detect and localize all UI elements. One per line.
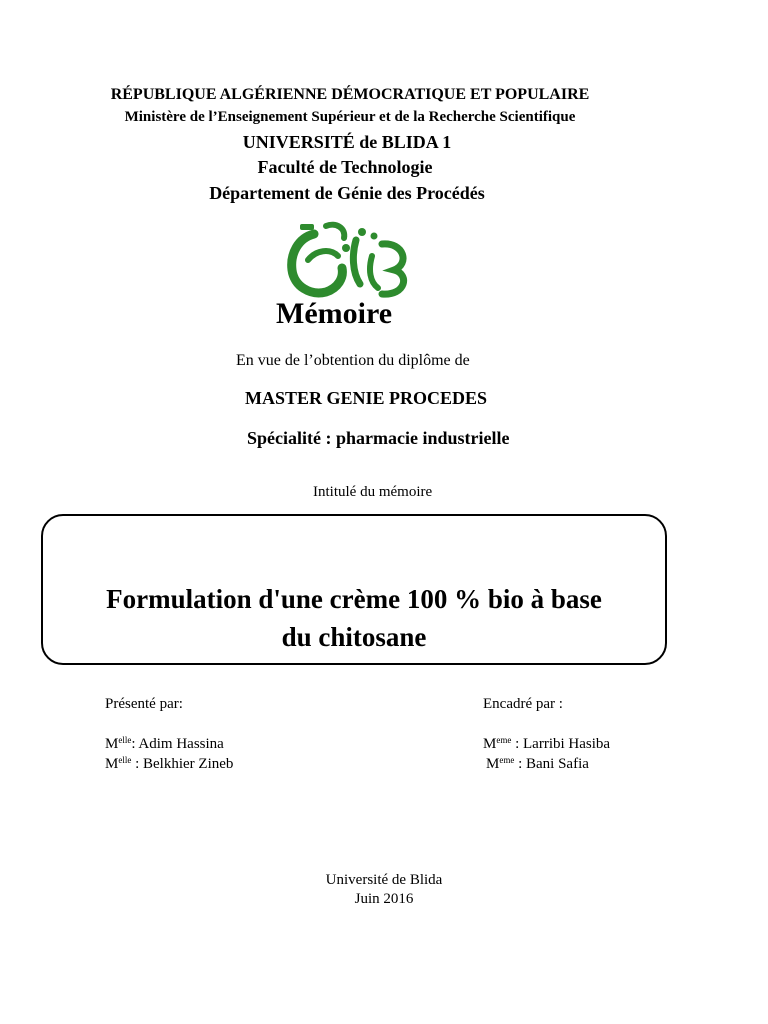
supervisor-1 (483, 735, 610, 753)
presenter-1-title: M (105, 736, 119, 752)
presenter-1 (105, 735, 224, 753)
thesis-title-line-2: du chitosane (281, 622, 427, 652)
presenter-2-title-sup: elle (118, 755, 132, 765)
presented-by-label: Présenté par: (105, 696, 183, 712)
supervisor-1-title: M (483, 736, 497, 752)
memoire-title: Mémoire (276, 297, 393, 330)
supervisor-2 (486, 755, 589, 773)
republic-heading: RÉPUBLIQUE ALGÉRIENNE DÉMOCRATIQUE ET POPULAIRE (110, 86, 590, 103)
presenter-2-name: : Belkhier Zineb (131, 756, 234, 772)
supervisor-2-title: M (486, 756, 500, 772)
presenter-1-name: : Adim Hassina (131, 736, 224, 752)
presenter-2-title: M (105, 756, 119, 772)
footer-university: Université de Blida (325, 872, 443, 888)
speciality: Spécialité : pharmacie industrielle (247, 428, 510, 448)
degree-purpose: En vue de l’obtention du diplôme de (236, 352, 470, 369)
supervised-by-label: Encadré par : (483, 696, 563, 712)
memoire-intitule-label: Intitulé du mémoire (313, 484, 433, 500)
faculty-heading: Faculté de Technologie (257, 157, 433, 177)
supervisor-1-name: : Larribi Hasiba (511, 736, 611, 752)
university-heading: UNIVERSITÉ de BLIDA 1 (242, 132, 452, 152)
presenter-2 (105, 755, 233, 773)
supervisor-2-name: : Bani Safia (514, 756, 589, 772)
supervisor-2-title-sup: eme (499, 755, 515, 765)
presenter-1-title-sup: elle (118, 735, 132, 745)
degree-name: MASTER GENIE PROCEDES (245, 388, 488, 408)
footer-date: Juin 2016 (354, 891, 414, 907)
ministry-heading: Ministère de l’Enseignement Supérieur et de la Recherche Scientifique (124, 109, 576, 125)
department-heading: Département de Génie des Procédés (209, 183, 485, 203)
thesis-title-box (41, 514, 667, 665)
supervisor-1-title-sup: eme (496, 735, 512, 745)
thesis-title-line-1: Formulation d'une crème 100 % bio à base (106, 584, 602, 614)
university-blida-logo-icon (286, 220, 412, 300)
